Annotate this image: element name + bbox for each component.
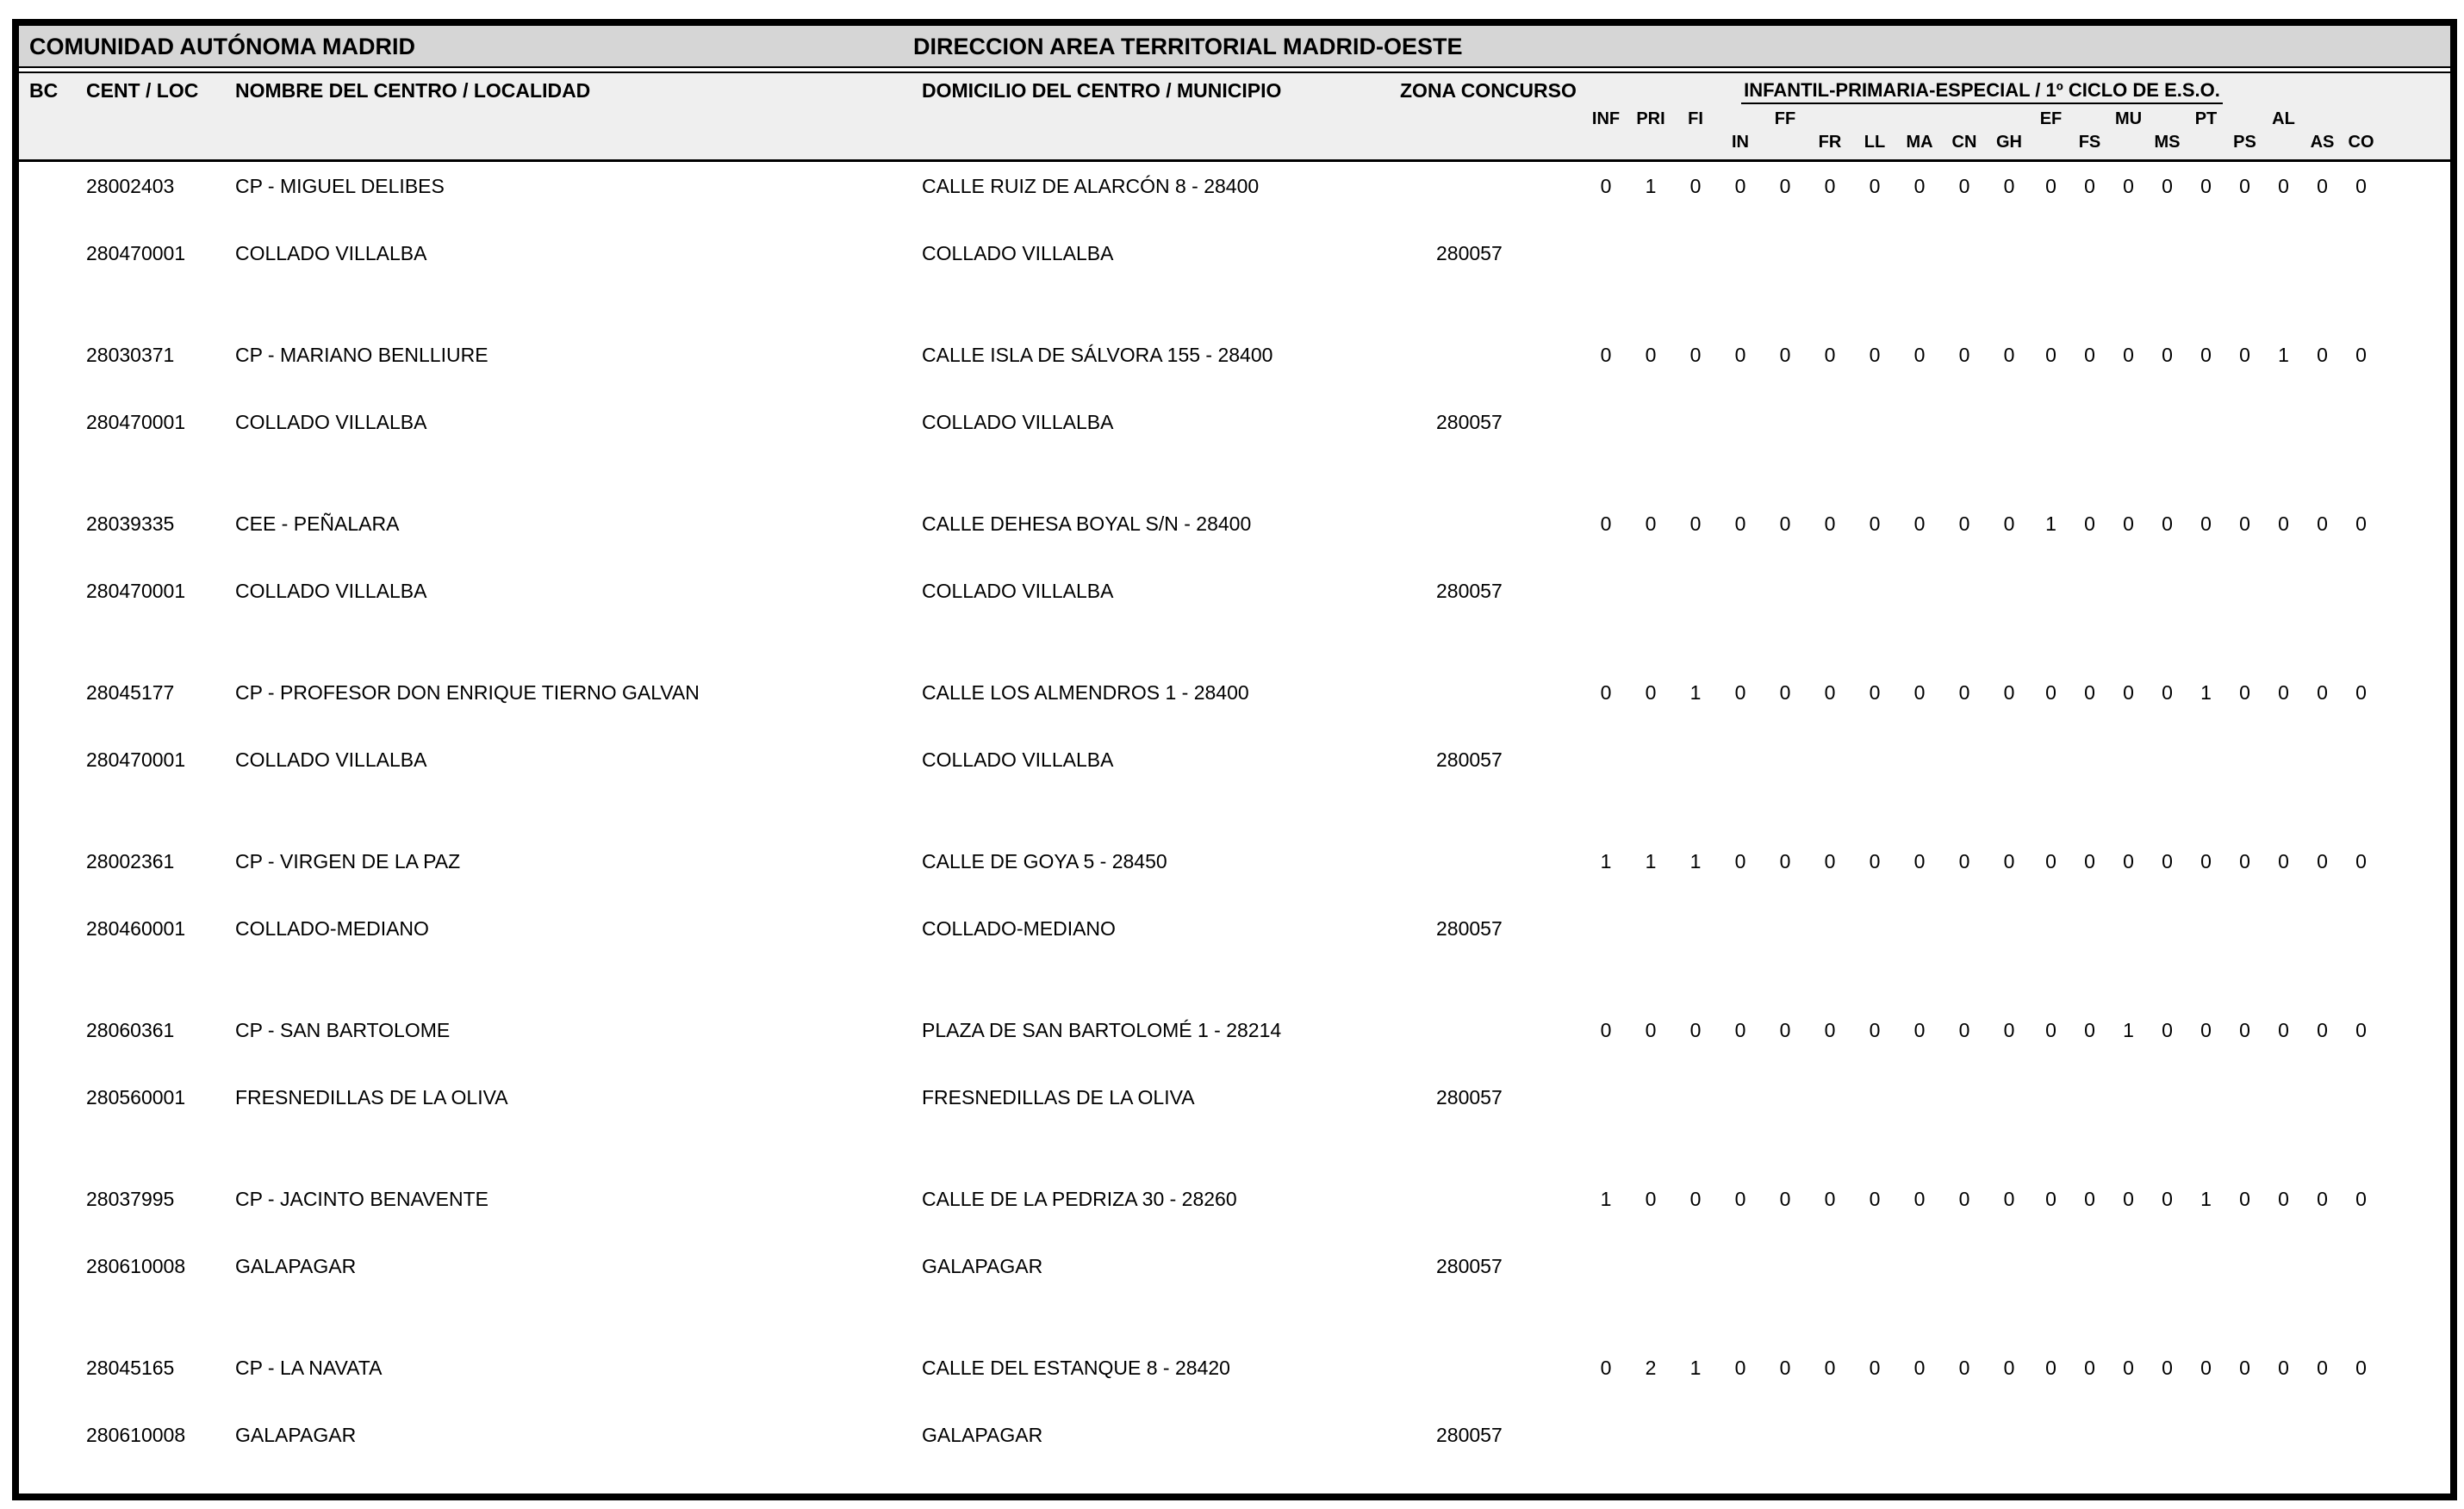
school-row-line-center <box>19 680 2450 705</box>
vacancy-count-cell: 0 <box>2045 850 2056 872</box>
vacancy-count-cell: 0 <box>1600 344 1612 366</box>
vacancy-count-cell: 0 <box>2200 175 2212 197</box>
center-address: CALLE DEHESA BOYAL S/N - 28400 <box>922 512 1252 535</box>
column-sublabel <box>1897 109 1942 129</box>
school-row-line-center <box>19 512 2450 536</box>
vacancy-count-cell: 0 <box>2084 1019 2095 1041</box>
vacancy-count-cell: 0 <box>2084 850 2095 872</box>
vacancy-count-cell: 0 <box>1824 850 1836 872</box>
center-code: 28030371 <box>86 344 175 366</box>
school-row-line-locality <box>19 410 2450 434</box>
vacancy-count-cell: 0 <box>2278 512 2289 535</box>
zona-concurso-value: 280057 <box>1436 411 1503 433</box>
municipality-name: COLLADO VILLALBA <box>922 748 1114 771</box>
vacancy-count-cell: 0 <box>1600 512 1612 535</box>
vacancy-count-cell: 0 <box>2003 1019 2015 1041</box>
locality-code: 280560001 <box>86 1086 186 1108</box>
vacancy-count-cell: 0 <box>2162 1357 2173 1379</box>
vacancy-count-cell: 0 <box>1824 512 1836 535</box>
vacancy-count-cell: 0 <box>2355 344 2367 366</box>
zona-concurso-value: 280057 <box>1436 1424 1503 1446</box>
locality-code: 280470001 <box>86 411 186 433</box>
vacancy-count-cell: 2 <box>1645 1357 1657 1379</box>
vacancy-count-cell: 0 <box>2045 1188 2056 1210</box>
vacancy-count-cell: 0 <box>1958 175 1970 197</box>
vacancy-count-cell: 0 <box>1779 1188 1791 1210</box>
school-row-line-locality <box>19 748 2450 772</box>
subject-columns-row-a <box>1584 109 2380 129</box>
column-sublabel: CN <box>1951 133 1977 152</box>
vacancy-count-cell: 0 <box>1869 1019 1881 1041</box>
vacancy-count-cell: 0 <box>2200 1019 2212 1041</box>
center-code: 28060361 <box>86 1019 175 1041</box>
vacancy-count-cell: 0 <box>2239 681 2250 704</box>
municipality-name: GALAPAGAR <box>922 1424 1043 1446</box>
vacancy-count-cell: 1 <box>2200 681 2212 704</box>
column-sublabel <box>1628 133 1673 152</box>
vacancy-count-cell: 0 <box>2045 1357 2056 1379</box>
school-row-line-locality <box>19 916 2450 941</box>
center-code: 28045177 <box>86 681 175 704</box>
column-sublabel <box>2303 109 2342 129</box>
column-sublabel: LL <box>1864 133 1886 152</box>
column-sublabel <box>1808 109 1852 129</box>
locality-code: 280610008 <box>86 1424 186 1446</box>
column-sublabel <box>2187 133 2225 152</box>
center-name: CP - VIRGEN DE LA PAZ <box>235 850 461 872</box>
vacancy-count-cell: 0 <box>1913 175 1926 197</box>
center-code: 28002403 <box>86 175 175 197</box>
vacancy-count-cell: 0 <box>2355 1188 2367 1210</box>
vacancy-count-cell: 0 <box>1734 850 1746 872</box>
vacancy-count-cell: 0 <box>2239 512 2250 535</box>
vacancy-count-cell: 0 <box>1913 681 1926 704</box>
vacancy-count-cell: 0 <box>2084 1188 2095 1210</box>
vacancy-count-cell: 0 <box>1913 1188 1926 1210</box>
school-row-line-locality <box>19 1254 2450 1278</box>
vacancy-count-cell: 0 <box>2317 1019 2328 1041</box>
school-row-line-center <box>19 1187 2450 1211</box>
column-sublabel: MA <box>1906 133 1933 152</box>
vacancy-count-cell: 0 <box>2317 850 2328 872</box>
vacancy-count-cell: 0 <box>1779 175 1791 197</box>
vacancy-count-cell: 0 <box>1689 1188 1702 1210</box>
school-row <box>19 500 2450 668</box>
vacancy-count-cell: 0 <box>2045 681 2056 704</box>
zona-concurso-value: 280057 <box>1436 748 1503 771</box>
vacancy-count-cell: 0 <box>2162 850 2173 872</box>
vacancy-count-cell: 0 <box>1734 681 1746 704</box>
center-name: CP - SAN BARTOLOME <box>235 1019 451 1041</box>
vacancy-count-cell: 0 <box>2003 175 2015 197</box>
vacancy-count-cell: 0 <box>2317 1357 2328 1379</box>
school-row <box>19 1006 2450 1175</box>
vacancy-count-cell: 0 <box>2278 1357 2289 1379</box>
vacancy-count-cell: 0 <box>2123 1188 2134 1210</box>
column-sublabel <box>2109 133 2148 152</box>
vacancy-count-cell: 0 <box>2317 1188 2328 1210</box>
vacancy-count-cell: 0 <box>1734 344 1746 366</box>
column-sublabel: INF <box>1591 109 1621 128</box>
column-sublabel <box>2264 133 2303 152</box>
column-sublabel <box>1584 133 1628 152</box>
school-row <box>19 1344 2450 1500</box>
column-sublabel <box>1673 133 1718 152</box>
vacancy-count-cell: 0 <box>1869 681 1881 704</box>
vacancy-count-cell: 1 <box>1645 175 1657 197</box>
vacancy-count-cell: 0 <box>2123 1357 2134 1379</box>
center-code: 28002361 <box>86 850 175 872</box>
center-name: CEE - PEÑALARA <box>235 512 400 535</box>
locality-name: COLLADO-MEDIANO <box>235 917 429 940</box>
vacancy-count-cell: 0 <box>1958 1357 1970 1379</box>
column-sublabel: PT <box>2194 109 2218 128</box>
vacancy-count-cell: 0 <box>1779 512 1791 535</box>
center-name: CP - PROFESOR DON ENRIQUE TIERNO GALVAN <box>235 681 700 704</box>
vacancy-count-cell: 0 <box>2003 512 2015 535</box>
municipality-name: COLLADO VILLALBA <box>922 411 1114 433</box>
column-sublabel: FR <box>1818 133 1842 152</box>
vacancy-count-cell: 1 <box>2278 344 2289 366</box>
vacancy-count-cell: 0 <box>1824 681 1836 704</box>
center-name: CP - JACINTO BENAVENTE <box>235 1188 488 1210</box>
vacancy-values <box>1584 849 2380 873</box>
vacancy-count-cell: 0 <box>1958 850 1970 872</box>
municipality-name: GALAPAGAR <box>922 1255 1043 1277</box>
vacancy-count-cell: 0 <box>2200 1357 2212 1379</box>
vacancy-count-cell: 0 <box>2162 1188 2173 1210</box>
vacancy-count-cell: 0 <box>1958 681 1970 704</box>
column-sublabel: AL <box>2272 109 2295 128</box>
vacancy-count-cell: 0 <box>2355 1019 2367 1041</box>
school-row-line-center <box>19 1018 2450 1042</box>
zona-concurso-value: 280057 <box>1436 917 1503 940</box>
vacancy-count-cell: 1 <box>1689 850 1702 872</box>
vacancy-count-cell: 0 <box>1824 344 1836 366</box>
center-address: PLAZA DE SAN BARTOLOMÉ 1 - 28214 <box>922 1019 1282 1041</box>
vacancy-count-cell: 0 <box>2278 681 2289 704</box>
vacancy-count-cell: 0 <box>2045 1019 2056 1041</box>
vacancy-count-cell: 1 <box>1600 1188 1612 1210</box>
vacancy-count-cell: 0 <box>1689 344 1702 366</box>
school-row-line-locality <box>19 579 2450 603</box>
vacancy-count-cell: 0 <box>2162 1019 2173 1041</box>
column-sublabel: IN <box>1732 133 1749 152</box>
vacancy-values <box>1584 512 2380 536</box>
vacancy-count-cell: 0 <box>1779 1357 1791 1379</box>
center-address: CALLE DE GOYA 5 - 28450 <box>922 850 1167 872</box>
vacancy-count-cell: 0 <box>2123 344 2134 366</box>
zona-concurso-value: 280057 <box>1436 1255 1503 1277</box>
column-sublabel: PRI <box>1636 109 1665 128</box>
vacancy-count-cell: 0 <box>2355 175 2367 197</box>
vacancy-count-cell: 0 <box>2123 850 2134 872</box>
locality-code: 280470001 <box>86 242 186 264</box>
municipality-name: COLLADO VILLALBA <box>922 580 1114 602</box>
vacancy-count-cell: 0 <box>2162 175 2173 197</box>
vacancy-count-cell: 1 <box>1689 1357 1702 1379</box>
vacancy-count-cell: 0 <box>1734 1357 1746 1379</box>
vacancy-count-cell: 0 <box>1645 681 1657 704</box>
vacancy-count-cell: 0 <box>1869 1188 1881 1210</box>
vacancy-count-cell: 0 <box>1600 1019 1612 1041</box>
center-code: 28045165 <box>86 1357 175 1379</box>
center-address: CALLE RUIZ DE ALARCÓN 8 - 28400 <box>922 175 1260 197</box>
vacancy-count-cell: 0 <box>2278 175 2289 197</box>
vacancy-count-cell: 0 <box>2239 1019 2250 1041</box>
vacancy-count-cell: 0 <box>1958 344 1970 366</box>
school-row <box>19 162 2450 331</box>
center-name: CP - MARIANO BENLLIURE <box>235 344 488 366</box>
school-row <box>19 837 2450 1006</box>
vacancy-count-cell: 1 <box>2200 1188 2212 1210</box>
column-sublabel: FI <box>1688 109 1703 128</box>
vacancy-count-cell: 0 <box>2355 850 2367 872</box>
region-title: COMUNIDAD AUTÓNOMA MADRID <box>29 34 415 59</box>
center-address: CALLE LOS ALMENDROS 1 - 28400 <box>922 681 1249 704</box>
vacancy-count-cell: 0 <box>1869 344 1881 366</box>
vacancy-count-cell: 0 <box>1869 175 1881 197</box>
vacancy-count-cell: 0 <box>2045 175 2056 197</box>
column-sublabel <box>1763 133 1808 152</box>
vacancy-count-cell: 1 <box>2123 1019 2134 1041</box>
vacancy-count-cell: 0 <box>1689 512 1702 535</box>
vacancy-count-cell: 0 <box>2162 512 2173 535</box>
vacancy-count-cell: 0 <box>1779 344 1791 366</box>
vacancy-count-cell: 1 <box>2045 512 2056 535</box>
municipality-name: FRESNEDILLAS DE LA OLIVA <box>922 1086 1195 1108</box>
vacancy-count-cell: 0 <box>2084 344 2095 366</box>
column-group-title <box>1584 79 2380 104</box>
locality-name: COLLADO VILLALBA <box>235 748 427 771</box>
column-sublabel <box>1852 109 1897 129</box>
column-sublabel <box>2032 133 2070 152</box>
school-row-line-locality <box>19 1423 2450 1447</box>
column-sublabel: GH <box>1996 133 2022 152</box>
column-header-band <box>19 73 2450 162</box>
vacancy-count-cell: 0 <box>1645 1188 1657 1210</box>
vacancy-count-cell: 0 <box>1645 512 1657 535</box>
vacancy-count-cell: 0 <box>1645 344 1657 366</box>
column-header-zona-concurso: ZONA CONCURSO <box>1400 79 1577 102</box>
vacancy-count-cell: 0 <box>2003 681 2015 704</box>
locality-name: FRESNEDILLAS DE LA OLIVA <box>235 1086 508 1108</box>
school-row <box>19 668 2450 837</box>
subject-columns-row-b <box>1584 133 2380 152</box>
vacancy-count-cell: 0 <box>1869 1357 1881 1379</box>
vacancy-count-cell: 0 <box>1689 1019 1702 1041</box>
locality-name: COLLADO VILLALBA <box>235 580 427 602</box>
vacancy-count-cell: 0 <box>2162 344 2173 366</box>
column-sublabel <box>2070 109 2109 129</box>
vacancy-count-cell: 0 <box>1958 512 1970 535</box>
center-name: CP - MIGUEL DELIBES <box>235 175 445 197</box>
locality-name: COLLADO VILLALBA <box>235 411 427 433</box>
vacancy-count-cell: 0 <box>1779 681 1791 704</box>
column-sublabel <box>1987 109 2032 129</box>
column-header-cent-loc: CENT / LOC <box>86 79 199 102</box>
school-row <box>19 331 2450 500</box>
center-name: CP - LA NAVATA <box>235 1357 383 1379</box>
vacancy-count-cell: 0 <box>2200 850 2212 872</box>
locality-code: 280470001 <box>86 580 186 602</box>
vacancy-count-cell: 0 <box>2355 1357 2367 1379</box>
vacancy-count-cell: 0 <box>1913 1019 1926 1041</box>
vacancy-count-cell: 1 <box>1600 850 1612 872</box>
center-address: CALLE ISLA DE SÁLVORA 155 - 28400 <box>922 344 1273 366</box>
center-code: 28037995 <box>86 1188 175 1210</box>
locality-name: GALAPAGAR <box>235 1424 357 1446</box>
school-row-line-center <box>19 849 2450 873</box>
vacancy-count-cell: 0 <box>2123 175 2134 197</box>
vacancy-count-cell: 0 <box>1779 1019 1791 1041</box>
vacancy-values <box>1584 1356 2380 1380</box>
column-header-bc: BC <box>29 79 59 102</box>
vacancy-count-cell: 0 <box>2045 344 2056 366</box>
vacancy-count-cell: 0 <box>2239 850 2250 872</box>
vacancy-count-cell: 0 <box>2278 850 2289 872</box>
vacancy-count-cell: 0 <box>1689 175 1702 197</box>
vacancy-count-cell: 0 <box>2123 512 2134 535</box>
column-sublabel: CO <box>2348 133 2374 152</box>
vacancy-count-cell: 0 <box>2317 344 2328 366</box>
vacancy-count-cell: 0 <box>2317 512 2328 535</box>
vacancy-count-cell: 0 <box>2084 1357 2095 1379</box>
vacancy-count-cell: 0 <box>1824 1357 1836 1379</box>
column-sublabel: MS <box>2154 133 2181 152</box>
school-row <box>19 1175 2450 1344</box>
title-band <box>19 26 2450 66</box>
column-sublabel: PS <box>2233 133 2256 152</box>
vacancy-count-cell: 0 <box>2200 344 2212 366</box>
report-border-frame <box>12 19 2457 1500</box>
vacancy-count-cell: 0 <box>1913 1357 1926 1379</box>
vacancy-count-cell: 0 <box>1958 1188 1970 1210</box>
vacancy-count-cell: 0 <box>2239 344 2250 366</box>
column-group-title-text: INFANTIL-PRIMARIA-ESPECIAL / 1º CICLO DE E.S.O. <box>1741 79 2223 104</box>
vacancy-count-cell: 0 <box>2317 175 2328 197</box>
schools-table-body <box>19 162 2450 1493</box>
vacancy-count-cell: 0 <box>1824 175 1836 197</box>
column-header-nombre: NOMBRE DEL CENTRO / LOCALIDAD <box>235 79 591 102</box>
locality-name: GALAPAGAR <box>235 1255 357 1277</box>
vacancy-count-cell: 0 <box>1734 1188 1746 1210</box>
vacancy-count-cell: 0 <box>2239 1188 2250 1210</box>
column-sublabel <box>2342 109 2380 129</box>
column-sublabel: MU <box>2114 109 2143 128</box>
center-address: CALLE DE LA PEDRIZA 30 - 28260 <box>922 1188 1237 1210</box>
vacancy-values <box>1584 343 2380 367</box>
column-header-domicilio: DOMICILIO DEL CENTRO / MUNICIPIO <box>922 79 1282 102</box>
vacancy-count-cell: 0 <box>1645 1019 1657 1041</box>
column-sublabel: FF <box>1774 109 1796 128</box>
vacancy-count-cell: 0 <box>1734 512 1746 535</box>
locality-code: 280460001 <box>86 917 186 940</box>
school-row-line-center <box>19 1356 2450 1380</box>
column-sublabel <box>2225 109 2264 129</box>
zona-concurso-value: 280057 <box>1436 580 1503 602</box>
vacancy-count-cell: 0 <box>1600 175 1612 197</box>
locality-code: 280610008 <box>86 1255 186 1277</box>
vacancy-count-cell: 0 <box>2003 1188 2015 1210</box>
school-row-line-locality <box>19 1085 2450 1109</box>
vacancy-count-cell: 0 <box>2123 681 2134 704</box>
vacancy-count-cell: 0 <box>2239 175 2250 197</box>
vacancy-count-cell: 0 <box>2162 681 2173 704</box>
zona-concurso-value: 280057 <box>1436 1086 1503 1108</box>
center-code: 28039335 <box>86 512 175 535</box>
column-sublabel: FS <box>2078 133 2101 152</box>
municipality-name: COLLADO VILLALBA <box>922 242 1114 264</box>
vacancy-count-cell: 0 <box>1824 1019 1836 1041</box>
column-sublabel <box>1718 109 1763 129</box>
vacancy-count-cell: 0 <box>1869 850 1881 872</box>
zona-concurso-value: 280057 <box>1436 242 1503 264</box>
territorial-direction-title: DIRECCION AREA TERRITORIAL MADRID-OESTE <box>913 34 1463 59</box>
vacancy-count-cell: 0 <box>2355 512 2367 535</box>
vacancy-count-cell: 0 <box>2084 512 2095 535</box>
column-sublabel <box>2148 109 2187 129</box>
vacancy-count-cell: 0 <box>2278 1019 2289 1041</box>
vacancy-count-cell: 0 <box>1913 512 1926 535</box>
vacancy-count-cell: 0 <box>2355 681 2367 704</box>
column-sublabel: EF <box>2039 109 2063 128</box>
vacancy-count-cell: 1 <box>1645 850 1657 872</box>
center-address: CALLE DEL ESTANQUE 8 - 28420 <box>922 1357 1230 1379</box>
vacancy-count-cell: 0 <box>1824 1188 1836 1210</box>
vacancy-count-cell: 0 <box>2200 512 2212 535</box>
vacancy-count-cell: 0 <box>2278 1188 2289 1210</box>
vacancy-count-cell: 0 <box>1600 1357 1612 1379</box>
vacancy-count-cell: 0 <box>1734 1019 1746 1041</box>
school-row-line-center <box>19 174 2450 198</box>
school-row-line-locality <box>19 241 2450 265</box>
vacancy-count-cell: 0 <box>2003 1357 2015 1379</box>
vacancy-count-cell: 0 <box>2084 681 2095 704</box>
vacancy-count-cell: 0 <box>1779 850 1791 872</box>
vacancy-count-cell: 0 <box>1913 344 1926 366</box>
vacancy-count-cell: 0 <box>2084 175 2095 197</box>
double-rule-divider <box>19 66 2450 73</box>
locality-name: COLLADO VILLALBA <box>235 242 427 264</box>
vacancy-count-cell: 0 <box>1734 175 1746 197</box>
vacancy-values <box>1584 680 2380 705</box>
vacancy-count-cell: 0 <box>1600 681 1612 704</box>
vacancy-count-cell: 0 <box>2003 850 2015 872</box>
municipality-name: COLLADO-MEDIANO <box>922 917 1116 940</box>
vacancy-count-cell: 0 <box>2239 1357 2250 1379</box>
vacancy-values <box>1584 174 2380 198</box>
column-sublabel <box>1942 109 1987 129</box>
vacancy-count-cell: 0 <box>1913 850 1926 872</box>
locality-code: 280470001 <box>86 748 186 771</box>
column-sublabel: AS <box>2310 133 2335 152</box>
vacancy-values <box>1584 1187 2380 1211</box>
vacancy-count-cell: 0 <box>1869 512 1881 535</box>
vacancy-count-cell: 1 <box>1689 681 1702 704</box>
vacancy-count-cell: 0 <box>2317 681 2328 704</box>
vacancy-count-cell: 0 <box>2003 344 2015 366</box>
vacancy-count-cell: 0 <box>1958 1019 1970 1041</box>
vacancy-values <box>1584 1018 2380 1042</box>
school-row-line-center <box>19 343 2450 367</box>
